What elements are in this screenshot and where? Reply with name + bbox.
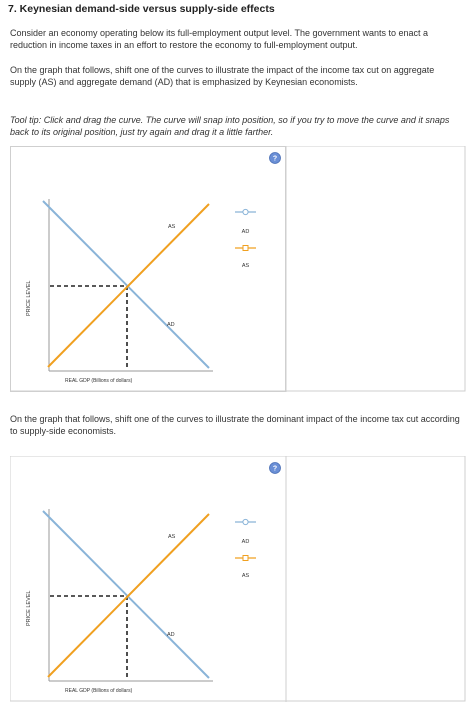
legend-ad-label: AD (241, 229, 250, 235)
svg-text:?: ? (272, 465, 278, 473)
legend-as-item[interactable] (235, 556, 256, 580)
legend-ad-item[interactable] (235, 209, 256, 235)
as-curve-label: AS (168, 534, 176, 540)
ad-curve-label: AD (167, 632, 175, 638)
y-axis-label: PRICE LEVEL (26, 280, 32, 316)
graph-container-keynesian (10, 146, 466, 392)
chart-keynesian[interactable] (10, 146, 466, 392)
instruction-keynesian: On the graph that follows, shift one of the curves to illustrate the impact of the income tax cut on aggregate supply (AS) and aggregate demand (AD) that is emphasized by Keynesian economists. (10, 65, 435, 87)
graph-container-supply-side (10, 456, 466, 702)
x-axis-label: REAL GDP (Billions of dollars) (65, 378, 133, 384)
as-curve-label: AS (168, 224, 176, 230)
instruction-supply-side: On the graph that follows, shift one of the curves to illustrate the dominant impact of the income tax cut according to supply-side economists. (10, 414, 460, 436)
legend-ad-label: AD (241, 539, 250, 545)
ad-curve-label: AD (167, 322, 175, 328)
question-title: 7. Keynesian demand-side versus supply-side effects (8, 3, 275, 15)
legend-ad-item[interactable] (235, 519, 256, 545)
chart-supply-side[interactable] (10, 456, 466, 702)
help-icon[interactable] (270, 153, 281, 164)
ad-curve[interactable] (43, 511, 209, 678)
legend-as-label: AS (241, 263, 250, 269)
help-icon[interactable] (270, 463, 281, 474)
legend-as-label: AS (241, 573, 250, 579)
ad-curve[interactable] (43, 201, 209, 368)
svg-text:?: ? (272, 155, 278, 163)
legend-as-item[interactable] (235, 246, 256, 270)
x-axis-label: REAL GDP (Billions of dollars) (65, 688, 133, 694)
tooltip-text: Tool tip: Click and drag the curve. The curve will snap into position, so if you try to move the curve and it snaps back to its original position, just try again and drag it a little farther. (10, 115, 450, 137)
intro-text: Consider an economy operating below its full-employment output level. The government wants to enact a reduction in income taxes in an effort to restore the economy to full-employment output. (10, 28, 429, 50)
y-axis-label: PRICE LEVEL (26, 590, 32, 626)
